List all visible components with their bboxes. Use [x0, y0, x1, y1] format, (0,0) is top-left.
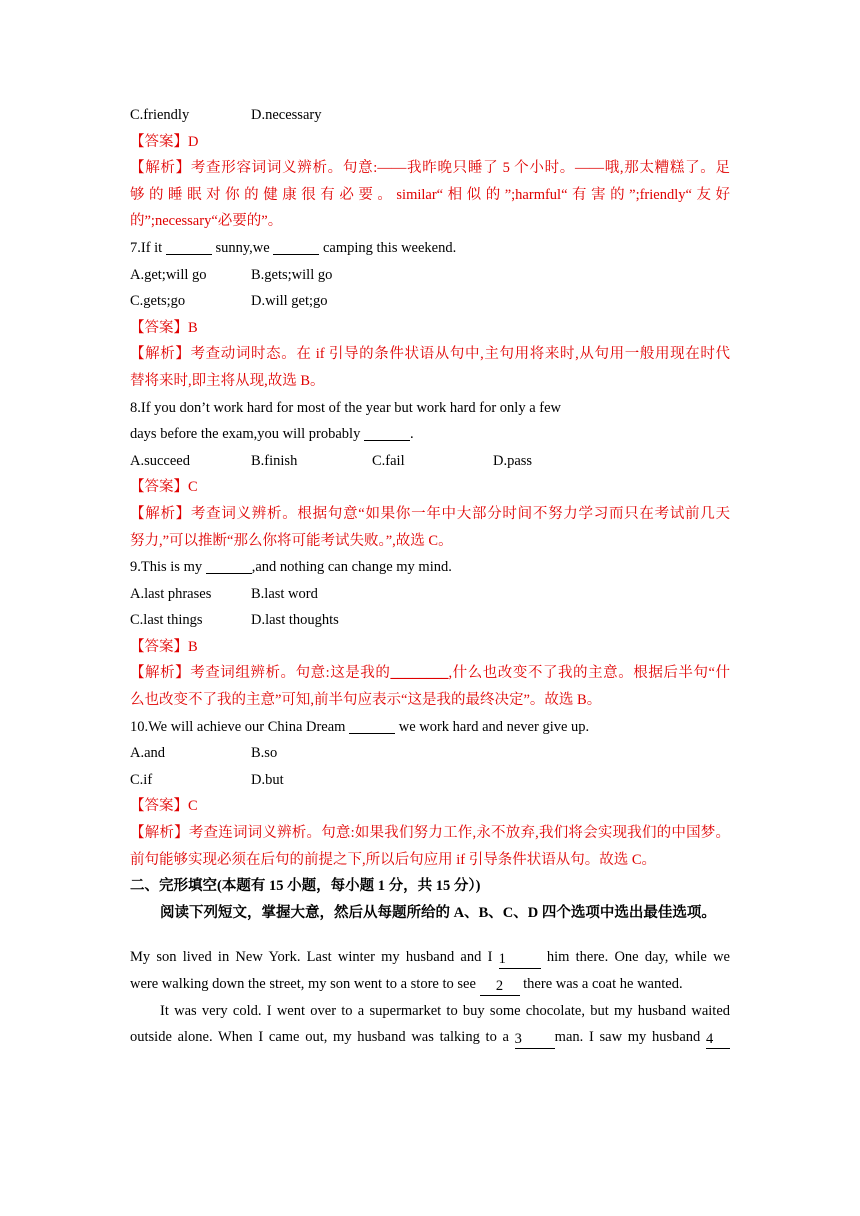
passage-line-4-part-2: man. I saw my husband [554, 1029, 701, 1046]
passage-line-2-part-1: were walking down the street, my son went to a store to see [130, 976, 476, 992]
q6-options-cd [130, 102, 730, 129]
q9-option-c: C.last things [130, 612, 203, 629]
q8-option-a: A.succeed [130, 452, 190, 469]
q8-analysis-line-1: 【解析】考查词义辨析。根据句意“如果你一年中大部分时间不努力学习而只在考试前几天 [130, 505, 730, 522]
q7-option-c: C.gets;go [130, 293, 186, 310]
q8-option-d: D.pass [493, 452, 533, 469]
q6-option-d: D.necessary [251, 107, 322, 123]
q10-blank [349, 717, 395, 734]
q7-options-cd [130, 288, 730, 315]
q7-option-a: A.get;will go [130, 266, 207, 283]
passage-line-2 [130, 971, 730, 998]
q8-analysis-line-2: 努力,”可以推断“那么你将可能考试失败。”,故选 C。 [130, 532, 453, 549]
q7-option-b: B.gets;will go [251, 266, 333, 283]
q10-stem-part-1: 10.We will achieve our China Dream [130, 718, 346, 735]
q9-stem-part-2: ,and nothing can change my mind. [251, 559, 452, 576]
q10-option-a: A.and [130, 745, 166, 762]
passage-line-1-part-1: My son lived in New York. Last winter my husband and I [130, 949, 493, 966]
q7-stem [130, 235, 730, 262]
q9-analysis-blank: ________ [390, 665, 449, 682]
document-content [130, 102, 730, 1051]
q9-option-b: B.last word [251, 585, 318, 602]
q10-stem [130, 714, 730, 741]
q6-answer: 【答案】D [130, 133, 199, 150]
q8-answer: 【答案】C [130, 479, 198, 496]
q9-analysis-part-1: 【解析】考查词组辨析。句意:这是我的 [130, 665, 391, 682]
q6-analysis-line-2: 够的睡眠对你的健康很有必要。similar“相似的”;harmful“有害的”;friendly“友好 [130, 186, 730, 203]
passage-line-4-part-1: outside alone. When I came out, my husband was talking to a [130, 1029, 509, 1046]
q10-analysis-line-1: 【解析】考查连词词义辨析。句意:如果我们努力工作,永不放弃,我们将会实现我们的中国梦。 [130, 825, 730, 842]
q7-stem-part-3: camping this weekend. [322, 239, 457, 256]
passage-line-2-part-2: there was a coat he wanted. [523, 976, 683, 992]
q10-stem-part-2: we work hard and never give up. [398, 718, 590, 735]
q10-answer: 【答案】C [130, 798, 198, 815]
q10-analysis-line-2: 前句能够实现必须在后句的前提之下,所以后句应用 if 引导条件状语从句。故选 C。 [130, 851, 657, 868]
q10-option-b: B.so [251, 745, 278, 762]
q6-option-c: C.friendly [130, 107, 190, 123]
q8-option-c: C.fail [372, 452, 405, 469]
q7-options-ab [130, 262, 730, 289]
q9-options-cd [130, 607, 730, 634]
q8-blank [364, 424, 410, 441]
passage-blank-2: 2 [480, 977, 520, 996]
q8-options [130, 448, 730, 475]
q8-option-b: B.finish [251, 452, 298, 469]
q9-analysis-line-2: 么也改变不了我的主意”可知,前半句应表示“这是我的最终决定”。故选 B。 [130, 692, 602, 709]
passage-blank-1: 1 [499, 950, 541, 969]
q9-options-ab [130, 581, 730, 608]
q10-option-d: D.but [251, 771, 284, 788]
q7-answer: 【答案】B [130, 319, 198, 336]
q9-analysis-part-2: ,什么也改变不了我的主意。根据后半句“什 [448, 665, 730, 682]
q9-stem [130, 554, 730, 581]
q10-option-c: C.if [130, 771, 153, 788]
q8-stem-line-2 [130, 421, 730, 448]
q9-blank [206, 557, 252, 574]
q8-stem-part-2: . [409, 426, 414, 443]
q7-blank-1 [166, 238, 212, 255]
q7-blank-2 [273, 238, 319, 255]
q7-analysis-line-1: 【解析】考查动词时态。在 if 引导的条件状语从句中,主句用将来时,从句用一般用现在时代 [130, 346, 730, 363]
q7-stem-part-2: sunny,we [215, 239, 270, 256]
q8-stem-part-1: days before the exam,you will probably [130, 426, 361, 443]
passage-line-1 [130, 944, 730, 971]
q9-option-a: A.last phrases [130, 585, 212, 602]
section-2-instruction: 阅读下列短文，掌握大意，然后从每题所给的 A、B、C、D 四个选项中选出最佳选项。 [160, 904, 716, 921]
q9-answer: 【答案】B [130, 638, 198, 655]
q9-option-d: D.last thoughts [251, 612, 339, 629]
q10-options-ab [130, 740, 730, 767]
passage-line-4 [130, 1024, 730, 1051]
q6-analysis-line-3: 的”;necessary“必要的”。 [130, 213, 283, 230]
q7-stem-part-1: 7.If it [130, 239, 163, 256]
q9-stem-part-1: 9.This is my [130, 559, 203, 576]
passage-blank-3: 3 [515, 1030, 555, 1049]
q6-analysis-line-1: 【解析】考查形容词词义辨析。句意:——我昨晚只睡了 5 个小时。——哦,那太糟糕了。足 [130, 160, 730, 177]
passage-line-1-part-2: him there. One day, while we [546, 949, 730, 966]
q7-analysis-line-2: 替将来时,即主将从现,故选 B。 [130, 372, 325, 389]
section-2-title: 二、完形填空(本题有 15 小题，每小题 1 分，共 15 分）) [130, 878, 481, 895]
q9-analysis-line-1 [130, 660, 730, 687]
q10-options-cd [130, 767, 730, 794]
passage-line-3: It was very cold. I went over to a supermarket to buy some chocolate, but my husband waited [160, 1002, 730, 1019]
q8-stem-line-1: 8.If you don’t work hard for most of the year but work hard for only a few [130, 399, 561, 416]
q7-option-d: D.will get;go [251, 293, 328, 310]
passage-blank-4: 4 [706, 1030, 730, 1049]
